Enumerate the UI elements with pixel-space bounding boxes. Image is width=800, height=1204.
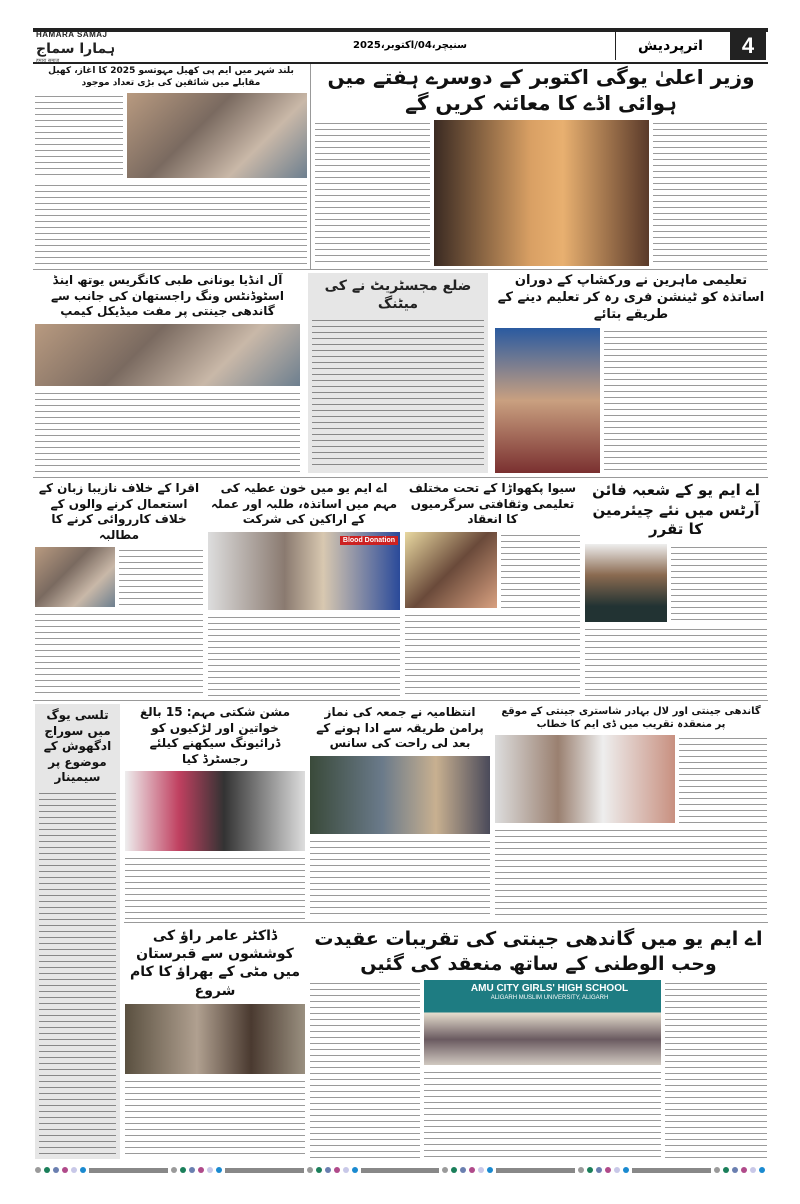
footer-bar	[225, 1168, 304, 1173]
footer-dot	[587, 1167, 593, 1173]
article-body	[312, 317, 484, 469]
article-graveyard	[125, 927, 305, 1159]
footer-dot	[460, 1167, 466, 1173]
footer-dot	[451, 1167, 457, 1173]
article-body	[35, 93, 123, 178]
photo-seva-pakhwada	[405, 532, 497, 608]
article-sports-festival	[35, 66, 307, 266]
footer-dot	[623, 1167, 629, 1173]
footer-dot	[723, 1167, 729, 1173]
footer-dot	[469, 1167, 475, 1173]
headline-graveyard: ڈاکٹر عامر راؤ کی کوششوں سے قبرستان میں مٹی کے بھراؤ کا کام شروع	[129, 928, 300, 999]
article-teachers-workshop	[495, 273, 767, 473]
photo-friday-prayer	[310, 756, 490, 834]
headline-sports-festival: بلند شہر میں ایم پی کھیل مہوتسو 2025 کا آغاز، کھیل مقابلے میں شائقین کی بڑی تعداد موجود	[48, 66, 294, 88]
footer-dot	[80, 1167, 86, 1173]
blood-donation-banner: Blood Donation	[340, 536, 398, 545]
footer-dot	[741, 1167, 747, 1173]
headline-gandhi-jayanti-dm: گاندھی جینتی اور لال بہادر شاستری جینتی کے موقع پر منعقدہ تقریب میں ڈی ایم کا خطاب	[501, 706, 761, 730]
footer-dot	[442, 1167, 448, 1173]
photo-teachers-workshop	[495, 328, 600, 473]
photo-amu-gandhi	[424, 980, 661, 1065]
headline-blood-donation: اے ایم یو میں خون عطیہ کی مہم میں اساتذہ، طلبہ اور عملہ کے اراکین کی شرکت	[210, 481, 398, 527]
footer-dot	[487, 1167, 493, 1173]
school-sign-title: AMU CITY GIRLS' HIGH SCHOOL	[470, 983, 629, 995]
dm-meeting-box	[308, 273, 488, 473]
photo-mission-shakti	[125, 771, 305, 851]
logo-english: HAMARA SAMAJ	[36, 30, 108, 39]
headline-mission-shakti: مشن شکتی مہم: 15 بالغ خواتین اور لڑکیوں کو ڈرائیونگ سیکھنے کیلئے رجسٹرڈ کیا	[139, 705, 291, 766]
footer-dot	[732, 1167, 738, 1173]
photo-fine-arts-chairman	[585, 544, 667, 622]
footer-dot	[605, 1167, 611, 1173]
headline-amu-gandhi: اے ایم یو میں گاندھی جینتی کی تقریبات عقیدت وحب الوطنی کے ساتھ منعقد کی گئیں	[314, 928, 763, 975]
section-title: اترپردیش	[615, 32, 725, 60]
article-body	[125, 1078, 305, 1159]
logo-urdu: ہمارا سماج	[36, 40, 116, 57]
footer-dot	[596, 1167, 602, 1173]
newspaper-logo	[36, 30, 146, 64]
footer-dot	[352, 1167, 358, 1173]
page-number: 4	[730, 32, 766, 60]
article-body	[39, 790, 116, 1155]
footer-dot	[71, 1167, 77, 1173]
headline-teachers-workshop: تعلیمی ماہرین نے ورکشاپ کے دوران اساتذہ کو ٹینشن فری رہ کر تعلیم دینے کے طریقے بتائے	[497, 273, 765, 322]
issue-date: سنیچر،04/اکتوبر،2025	[352, 40, 468, 51]
headline-cm-yogi: وزیر اعلیٰ یوگی اکتوبر کے دوسرے ہفتے میں ہوائی اڈے کا معائنہ کریں گے	[327, 65, 755, 115]
footer-dot	[62, 1167, 68, 1173]
photo-iqra	[35, 547, 115, 607]
photo-medical-camp	[35, 324, 300, 386]
headline-tulsi-yog: تلسی یوگ میں سوراج ادگھوش کے موضوع پر سیمینار	[43, 708, 112, 785]
article-body	[119, 547, 203, 607]
row-divider	[124, 922, 768, 923]
footer-bar	[632, 1168, 711, 1173]
headline-friday-prayer: انتظامیہ نے جمعہ کی نماز پرامن طریقہ سے ادا ہونے کے بعد لی راحت کی سانس	[316, 705, 484, 751]
article-body	[35, 390, 300, 473]
article-body	[35, 611, 203, 697]
article-body	[35, 182, 307, 266]
photo-graveyard	[125, 1004, 305, 1074]
footer-bar	[89, 1168, 168, 1173]
article-body	[501, 532, 580, 608]
photo-blood-donation	[208, 532, 400, 610]
article-body	[665, 980, 767, 1159]
tulsi-yog-box	[35, 704, 120, 1159]
article-mission-shakti	[125, 705, 305, 919]
article-blood-donation	[208, 481, 400, 697]
headline-dm-meeting: ضلع مجسٹریٹ نے کی میٹنگ	[324, 278, 472, 313]
footer-dot	[750, 1167, 756, 1173]
article-friday-prayer	[310, 705, 490, 919]
footer-bar	[361, 1168, 440, 1173]
footer-dot	[198, 1167, 204, 1173]
headline-iqra: اقرا کے خلاف نازیبا زبان کے استعمال کرنے والوں کے خلاف کارروائی کرنے کا مطالبہ	[38, 481, 200, 542]
headline-fine-arts: اے ایم یو کے شعبہ فائن آرٹس میں نئے چیئرمین کا تقرر	[592, 481, 760, 538]
footer-dot	[759, 1167, 765, 1173]
headline-seva-pakhwada: سیوا پکھواڑا کے تحت مختلف تعلیمی وثقافتی سرگرمیوں کا انعقاد	[408, 481, 577, 527]
headline-medical-camp: آل انڈیا یونانی طبی کانگریس یوتھ اینڈ اسٹوڈنٹس ونگ راجستھان کی جانب سے گاندھی جینتی پر مفت میڈیکل کیمپ	[51, 273, 284, 319]
article-medical-camp	[35, 273, 300, 473]
article-body	[424, 1069, 661, 1159]
footer-decoration	[35, 1166, 765, 1174]
article-body	[495, 827, 767, 919]
footer-dot	[478, 1167, 484, 1173]
article-body	[585, 626, 767, 698]
article-body	[679, 735, 767, 823]
footer-dot	[307, 1167, 313, 1173]
footer-dot	[714, 1167, 720, 1173]
school-sign-subtitle: ALIGARH MUSLIM UNIVERSITY, ALIGARH	[490, 995, 609, 1002]
article-body	[310, 980, 420, 1159]
article-body	[405, 612, 580, 697]
article-gandhi-jayanti-dm	[495, 705, 767, 919]
footer-dot	[343, 1167, 349, 1173]
article-iqra	[35, 481, 203, 697]
article-body	[604, 328, 767, 473]
footer-dot	[171, 1167, 177, 1173]
footer-dot	[316, 1167, 322, 1173]
footer-dot	[189, 1167, 195, 1173]
footer-dot	[325, 1167, 331, 1173]
article-cm-yogi	[315, 64, 767, 266]
photo-sports-festival	[127, 93, 307, 178]
row-divider	[33, 269, 768, 270]
logo-hindi: हमारा समाज	[36, 58, 60, 64]
article-body	[653, 120, 768, 266]
footer-dot	[44, 1167, 50, 1173]
article-seva-pakhwada	[405, 481, 580, 697]
column-divider	[310, 64, 311, 269]
article-body	[671, 544, 767, 622]
photo-cm-yogi	[434, 120, 649, 266]
footer-dot	[578, 1167, 584, 1173]
footer-dot	[216, 1167, 222, 1173]
article-amu-gandhi	[310, 927, 767, 1159]
footer-dot	[180, 1167, 186, 1173]
school-sign	[444, 983, 655, 1002]
article-body	[310, 838, 490, 919]
photo-gandhi-jayanti-dm	[495, 735, 675, 823]
footer-bar	[496, 1168, 575, 1173]
article-fine-arts	[585, 481, 767, 697]
footer-dot	[35, 1167, 41, 1173]
article-body	[315, 120, 430, 266]
footer-dot	[334, 1167, 340, 1173]
footer-dot	[614, 1167, 620, 1173]
row-divider	[33, 700, 768, 701]
footer-dot	[207, 1167, 213, 1173]
footer-dot	[53, 1167, 59, 1173]
article-body	[208, 614, 400, 697]
row-divider	[33, 477, 768, 478]
article-body	[125, 855, 305, 919]
